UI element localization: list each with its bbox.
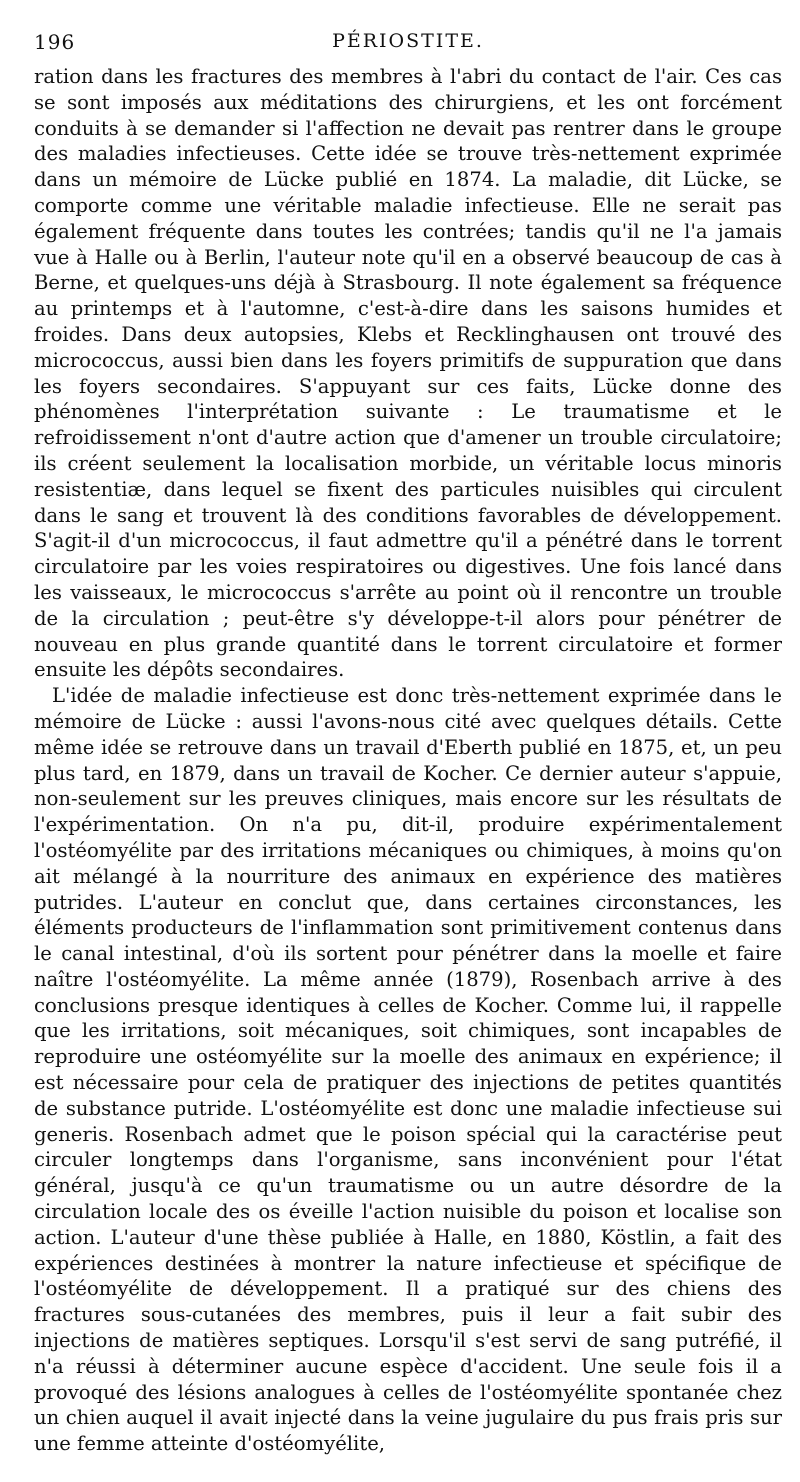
book-page bbox=[34, 30, 782, 1457]
page-header bbox=[34, 30, 782, 64]
page-number: 196 bbox=[34, 30, 76, 54]
paragraph-2: L'idée de maladie infectieuse est donc très-nettement exprimée dans le mémoire de Lücke : aussi l'avons-nous cité avec quelques détails. Cette même idée se retrouve dans un travail d'Eberth publié en 1875, et, un peu plus tard, en 1879, dans un travail de Kocher. Ce dernier auteur s'appuie, non-seulement sur les preuves cliniques, mais encore sur les résultats de l'expérimentation. On n'a pu, dit-il, produire expérimentalement l'ostéomyélite par des irritations mécaniques ou chimiques, à moins qu'on ait mélangé à la nourriture des animaux en expérience des matières putrides. L'auteur en conclut que, dans certaines circonstances, les éléments producteurs de l'inflammation sont primitivement contenus dans le canal intestinal, d'où ils sortent pour pénétrer dans la moelle et faire naître l'ostéomyélite. La même année (1879), Rosenbach arrive à des conclusions presque identiques à celles de Kocher. Comme lui, il rappelle que les irritations, soit mécaniques, soit chimiques, sont incapables de reproduire une ostéomyélite sur la moelle des animaux en expérience; il est nécessaire pour cela de pratiquer des injections de petites quantités de substance putride. L'ostéomyélite est donc une maladie infectieuse sui generis. Rosenbach admet que le poison spécial qui la caractérise peut circuler longtemps dans l'organisme, sans inconvénient pour l'état général, jusqu'à ce qu'un traumatisme ou un autre désordre de la circulation locale des os éveille l'action nuisible du poison et localise son action. L'auteur d'une thèse publiée à Halle, en 1880, Köstlin, a fait des expériences destinées à montrer la nature infectieuse et spécifique de l'ostéomyélite de développement. Il a pratiqué sur des chiens des fractures sous-cutanées des membres, puis il leur a fait subir des injections de matières septiques. Lorsqu'il s'est servi de sang putréfié, il n'a réussi à déterminer aucune espèce d'accident. Une seule fois il a provoqué des lésions analogues à celles de l'ostéomyélite spontanée chez un chien auquel il avait injecté dans la veine jugulaire du pus frais pris sur une femme atteinte d'ostéomyélite, bbox=[34, 684, 782, 1456]
paragraph-1: ration dans les fractures des membres à l'abri du contact de l'air. Ces cas se sont imposés aux méditations des chirurgiens, et les ont forcément conduits à se demander si l'affection ne devait pas rentrer dans le groupe des maladies infectieuses. Cette idée se trouve très-nettement exprimée dans un mémoire de Lücke publié en 1874. La maladie, dit Lücke, se comporte comme une véritable maladie infectieuse. Elle ne serait pas également fréquente dans toutes les contrées; tandis qu'il ne l'a jamais vue à Halle ou à Berlin, l'auteur note qu'il en a observé beaucoup de cas à Berne, et quelques-uns déjà à Strasbourg. Il note également sa fréquence au printemps et à l'automne, c'est-à-dire dans les saisons humides et froides. Dans deux autopsies, Klebs et Recklinghausen ont trouvé des micrococcus, aussi bien dans les foyers primitifs de suppuration que dans les foyers secondaires. S'appuyant sur ces faits, Lücke donne des phénomènes l'interprétation suivante : Le traumatisme et le refroidissement n'ont d'autre action que d'amener un trouble circulatoire; ils créent seulement la localisation morbide, un véritable locus minoris resistentiæ, dans lequel se fixent des particules nuisibles qui circulent dans le sang et trouvent là des conditions favorables de développement. S'agit-il d'un micrococcus, il faut admettre qu'il a pénétré dans le torrent circulatoire par les voies respiratoires ou digestives. Une fois lancé dans les vaisseaux, le micrococcus s'arrête au point où il rencontre un trouble de la circulation ; peut-être s'y développe-t-il alors pour pénétrer de nouveau en plus grande quantité dans le torrent circulatoire et former ensuite les dépôts secondaires. bbox=[34, 65, 782, 682]
running-title: PÉRIOSTITE. bbox=[332, 30, 484, 52]
